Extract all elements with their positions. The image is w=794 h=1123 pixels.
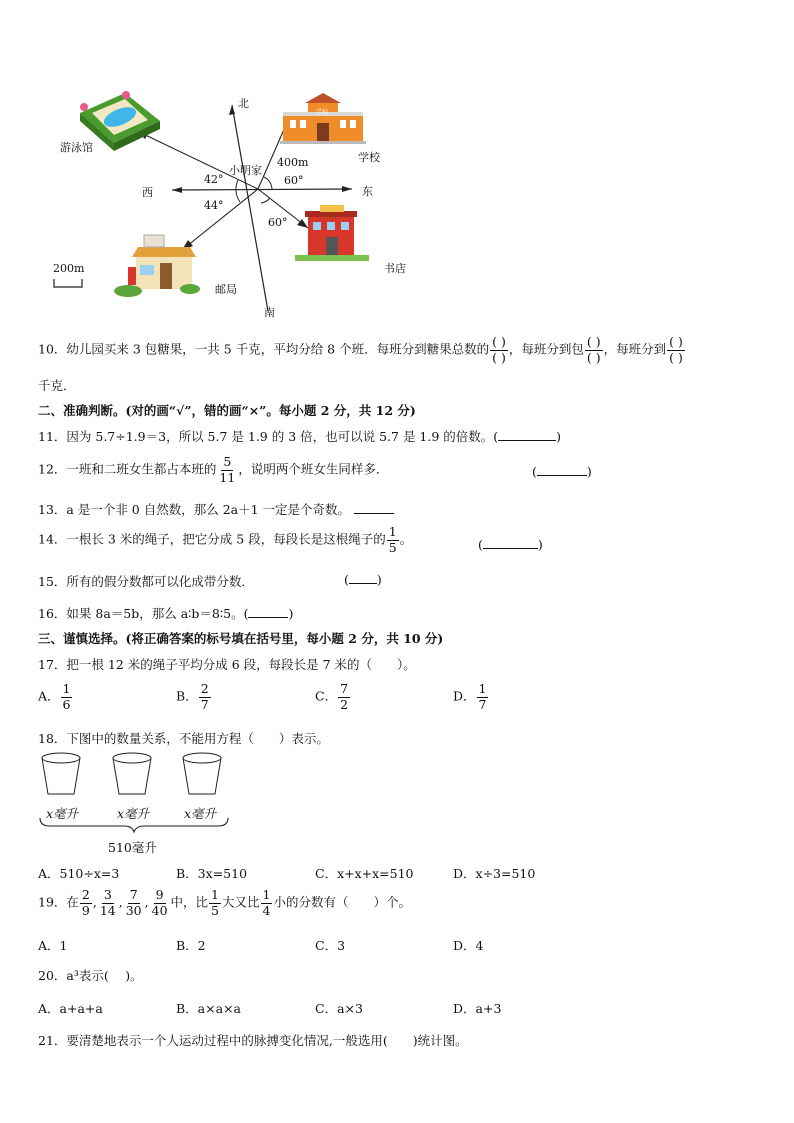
blank-fraction[interactable]: $\frac{( )}{( )}$ <box>492 334 506 365</box>
answer-blank[interactable] <box>498 440 556 441</box>
distance-school: 400m <box>277 156 309 169</box>
option-19-c[interactable]: C．3 <box>315 938 346 953</box>
question-16: 16．如果 8a＝5b，那么 a∶b＝8∶5。( ) <box>38 606 294 621</box>
option-18-a[interactable]: A．510÷x=3 <box>38 866 120 881</box>
scale-label: 200m <box>53 262 85 275</box>
blank-fraction[interactable]: $\frac{( )}{( )}$ <box>586 334 601 365</box>
blank-fraction[interactable]: $\frac{( )}{( )}$ <box>669 334 683 365</box>
west-east-axis <box>172 189 352 190</box>
angle-pool: 42° <box>204 173 224 186</box>
answer-blank[interactable] <box>354 513 394 514</box>
option-19-d[interactable]: D．4 <box>453 938 484 953</box>
north-south-axis <box>232 105 268 311</box>
cup-label: x毫升 <box>117 806 150 821</box>
answer-blank-15[interactable]: ( ) <box>344 572 382 587</box>
angle-post: 44° <box>204 199 224 212</box>
pool-label: 游泳馆 <box>60 141 93 154</box>
bookstore-label: 书店 <box>384 262 406 275</box>
section-3-title: 三、谨慎选择。(将正确答案的标号填在括号里，每小题 2 分，共 10 分) <box>38 631 444 646</box>
question-13: 13．a 是一个非 0 自然数，那么 2a＋1 一定是个奇数。 <box>38 500 394 518</box>
question-10-cont: 千克． <box>38 378 76 393</box>
option-17-d[interactable]: D． $\frac{1}{7}$ <box>453 681 487 712</box>
total-label: 510毫升 <box>108 840 157 855</box>
cup-icon <box>113 753 151 794</box>
cup-icon <box>183 753 221 794</box>
school-label: 学校 <box>358 151 380 164</box>
question-11: 11．因为 5.7÷1.9＝3，所以 5.7 是 1.9 的 3 倍，也可以说 5.7 是 1.9 的倍数。( ) <box>38 429 562 444</box>
center-label: 小明家 <box>229 164 262 177</box>
angle-school: 60° <box>284 174 304 187</box>
option-19-b[interactable]: B．2 <box>176 938 206 953</box>
option-17-b[interactable]: B． $\frac{2}{7}$ <box>176 681 209 712</box>
school-sign: 学校 <box>316 109 329 116</box>
question-17: 17．把一根 12 米的绳子平均分成 6 段，每段长是 7 米的（ ）。 <box>38 657 416 672</box>
option-18-c[interactable]: C．x+x+x=510 <box>315 866 414 881</box>
option-17-a[interactable]: A． $\frac{1}{6}$ <box>38 681 71 712</box>
school-icon <box>280 93 366 144</box>
question-21: 21．要清楚地表示一个人运动过程中的脉搏变化情况,一般选用( )统计图。 <box>38 1033 468 1048</box>
cup-icon <box>42 753 80 794</box>
east-label: 东 <box>362 185 373 198</box>
answer-blank-12[interactable]: ( ) <box>532 464 592 479</box>
bookstore-sign: 书店 <box>325 214 338 221</box>
cups-figure <box>36 750 236 835</box>
cup-label: x毫升 <box>46 806 79 821</box>
question-15: 15．所有的假分数都可以化成带分数． <box>38 574 254 589</box>
option-18-d[interactable]: D．x÷3=510 <box>453 866 536 881</box>
north-label: 北 <box>238 97 249 110</box>
question-14: 14．一根长 3 米的绳子，把它分成 5 段，每段长是这根绳子的 $\frac{1}{5}$ 。 <box>38 524 413 555</box>
option-20-a[interactable]: A．a+a+a <box>38 1001 103 1016</box>
post-label: 邮局 <box>215 283 237 296</box>
cup-label: x毫升 <box>184 806 217 821</box>
question-20: 20．a³表示( )。 <box>38 968 143 983</box>
west-label: 西 <box>142 186 153 199</box>
option-20-c[interactable]: C．a×3 <box>315 1001 363 1016</box>
scale-bar <box>54 279 82 287</box>
option-20-b[interactable]: B．a×a×a <box>176 1001 241 1016</box>
option-20-d[interactable]: D．a+3 <box>453 1001 502 1016</box>
ray-pool <box>137 131 258 189</box>
section-2-title: 二、准确判断。(对的画“√”，错的画“×”。每小题 2 分，共 12 分) <box>38 403 416 418</box>
option-18-b[interactable]: B．3x=510 <box>176 866 248 881</box>
angle-bookstore: 60° <box>268 216 288 229</box>
south-label: 南 <box>264 306 275 319</box>
answer-blank-14[interactable]: ( ) <box>478 537 543 552</box>
answer-blank[interactable] <box>248 617 288 618</box>
question-12: 12．一班和二班女生都占本班的 $\frac{5}{11}$ ，说明两个班女生同样多． <box>38 454 389 485</box>
question-18: 18．下图中的数量关系，不能用方程（ ）表示。 <box>38 731 329 746</box>
option-19-a[interactable]: A．1 <box>38 938 68 953</box>
option-17-c[interactable]: C． $\frac{7}{2}$ <box>315 681 349 712</box>
question-19: 19．在 $\frac{2}{9}$ , $\frac{3}{14}$ , $\frac{7}{30}$ , $\frac{9}{40}$ 中，比 $\frac{1}{5}$ 大又比 $\frac{1}{4}$ 小的分数有（ ）个。 <box>38 887 411 918</box>
question-10: 10．幼儿园买来 3 包糖果，一共 5 千克，平均分给 8 个班．每班分到糖果总数的 $\frac{( )}{( )}$ ，每班分到包 $\frac{( )}{( )}$ ，每班分到 $\frac{( )}{( )}$ <box>38 334 683 365</box>
